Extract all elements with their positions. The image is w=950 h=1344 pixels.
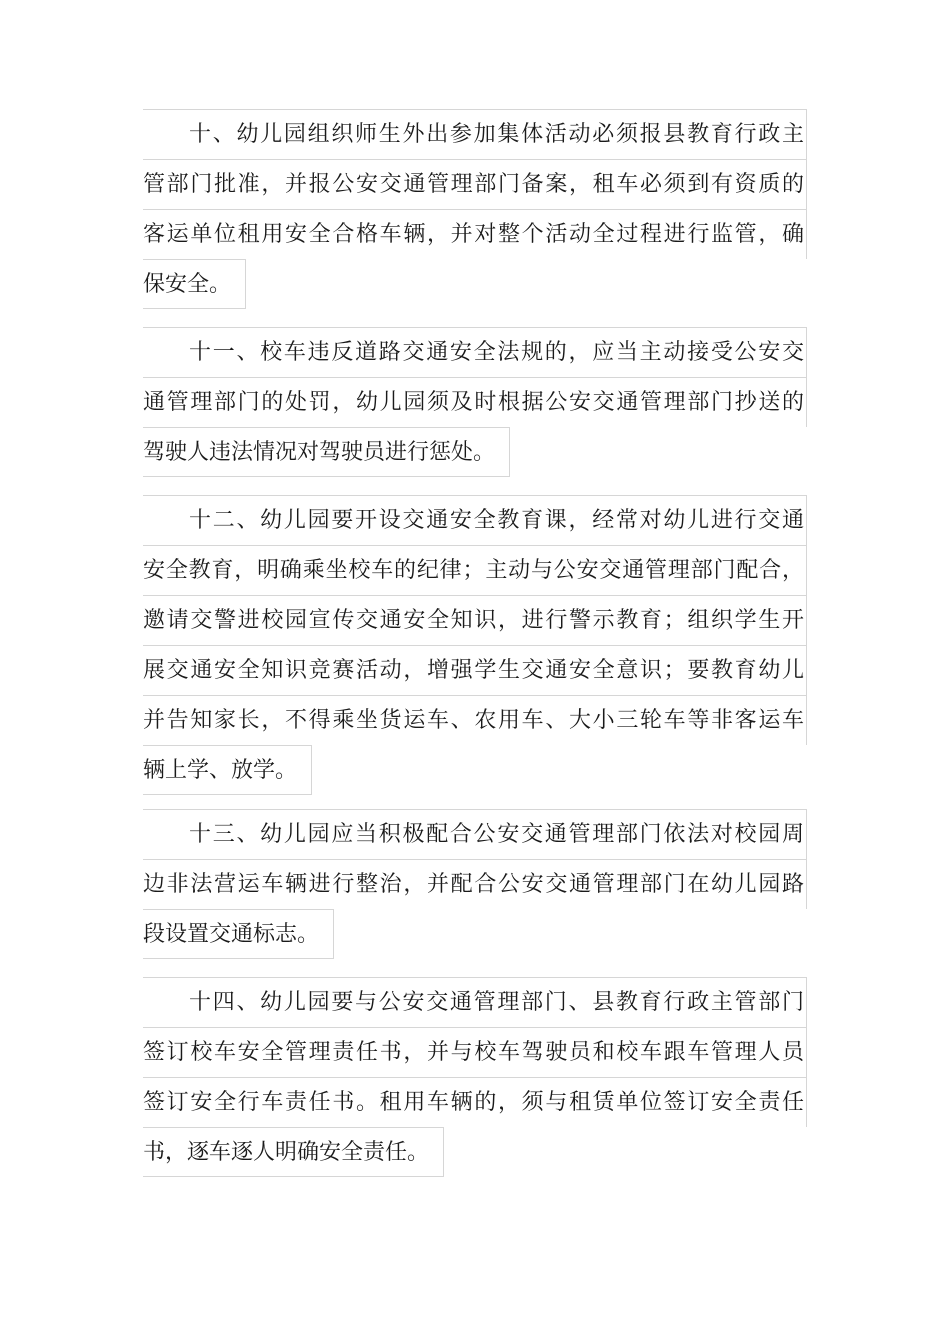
paragraph-line: 十一、校车违反道路交通安全法规的，应当主动接受公安交 [143, 327, 807, 377]
paragraph-line: 十四、幼儿园要与公安交通管理部门、县教育行政主管部门 [143, 977, 807, 1027]
paragraph-line: 驾驶人违法情况对驾驶员进行惩处。 [143, 427, 510, 477]
paragraph-14 [143, 977, 807, 1182]
paragraph-line: 十二、幼儿园要开设交通安全教育课，经常对幼儿进行交通 [143, 495, 807, 545]
paragraph-line: 十三、幼儿园应当积极配合公安交通管理部门依法对校园周 [143, 809, 807, 859]
paragraph-13 [143, 809, 807, 964]
paragraph-line: 展交通安全知识竞赛活动，增强学生交通安全意识；要教育幼儿 [143, 645, 807, 695]
paragraph-line: 并告知家长，不得乘坐货运车、农用车、大小三轮车等非客运车 [143, 695, 807, 745]
paragraph-12 [143, 495, 807, 800]
paragraph-line: 客运单位租用安全合格车辆，并对整个活动全过程进行监管，确 [143, 209, 807, 259]
paragraph-line: 段设置交通标志。 [143, 909, 334, 959]
paragraph-line: 签订安全行车责任书。租用车辆的，须与租赁单位签订安全责任 [143, 1077, 807, 1127]
paragraph-line: 辆上学、放学。 [143, 745, 312, 795]
paragraph-line: 签订校车安全管理责任书，并与校车驾驶员和校车跟车管理人员 [143, 1027, 807, 1077]
paragraph-line: 通管理部门的处罚，幼儿园须及时根据公安交通管理部门抄送的 [143, 377, 807, 427]
paragraph-line: 保安全。 [143, 259, 246, 309]
paragraph-11 [143, 327, 807, 482]
paragraph-line: 十、幼儿园组织师生外出参加集体活动必须报县教育行政主 [143, 109, 807, 159]
paragraph-line: 边非法营运车辆进行整治，并配合公安交通管理部门在幼儿园路 [143, 859, 807, 909]
paragraph-line: 书，逐车逐人明确安全责任。 [143, 1127, 444, 1177]
paragraph-10 [143, 109, 807, 314]
paragraph-line: 安全教育，明确乘坐校车的纪律；主动与公安交通管理部门配合， [143, 545, 807, 595]
paragraph-line: 邀请交警进校园宣传交通安全知识，进行警示教育；组织学生开 [143, 595, 807, 645]
paragraph-line: 管部门批准，并报公安交通管理部门备案，租车必须到有资质的 [143, 159, 807, 209]
